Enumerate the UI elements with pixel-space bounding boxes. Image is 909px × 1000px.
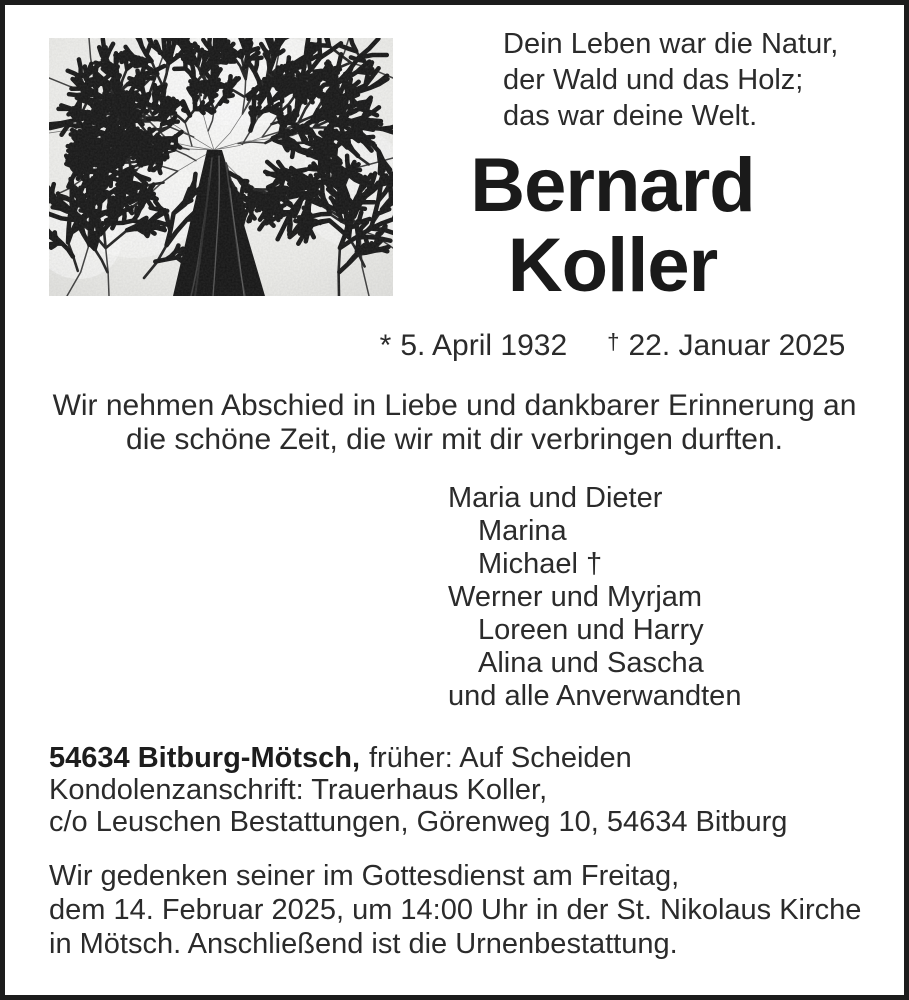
birth-date: * 5. April 1932 bbox=[379, 329, 568, 363]
former-address: früher: Auf Scheiden bbox=[369, 742, 632, 774]
deceased-first-name: Bernard bbox=[470, 143, 755, 228]
epigraph bbox=[503, 26, 838, 134]
epigraph-line: das war deine Welt. bbox=[503, 100, 758, 132]
mourner-line: Michael † bbox=[478, 548, 603, 580]
service-line: dem 14. Februar 2025, um 14:00 Uhr in der St. Nikolaus Kirche bbox=[49, 894, 862, 926]
mourners-list bbox=[448, 482, 741, 713]
mourner-line: und alle Anverwandten bbox=[448, 680, 742, 712]
epigraph-line: der Wald und das Holz; bbox=[503, 64, 804, 96]
dagger-symbol: † bbox=[607, 329, 620, 354]
deceased-name bbox=[365, 143, 860, 308]
deceased-last-name: Koller bbox=[507, 223, 718, 308]
life-dates bbox=[365, 329, 860, 363]
mourner-line: Loreen und Harry bbox=[478, 614, 704, 646]
address-block bbox=[49, 742, 787, 838]
farewell-line: die schöne Zeit, die wir mit dir verbringen durften. bbox=[126, 423, 783, 456]
address-line: Kondolenzanschrift: Trauerhaus Koller, bbox=[49, 774, 548, 806]
epigraph-line: Dein Leben war die Natur, bbox=[503, 28, 839, 60]
mourner-line: Maria und Dieter bbox=[448, 482, 663, 514]
tree-canopy-photo bbox=[49, 38, 393, 296]
farewell-text bbox=[0, 389, 909, 457]
mourner-line: Marina bbox=[478, 515, 567, 547]
service-info bbox=[49, 859, 861, 961]
service-line: in Mötsch. Anschließend ist die Urnenbestattung. bbox=[49, 928, 678, 960]
birth-symbol: * bbox=[379, 329, 392, 363]
farewell-line: Wir nehmen Abschied in Liebe und dankbarer Erinnerung an bbox=[52, 389, 857, 422]
mourner-line: Werner und Myrjam bbox=[448, 581, 703, 613]
address-line bbox=[49, 742, 787, 774]
locality: 54634 Bitburg-Mötsch, bbox=[49, 742, 360, 774]
service-line: Wir gedenken seiner im Gottesdienst am Freitag, bbox=[49, 860, 680, 892]
address-line: c/o Leuschen Bestattungen, Görenweg 10, 54634 Bitburg bbox=[49, 806, 788, 838]
death-date: † 22. Januar 2025 bbox=[607, 329, 846, 363]
mourner-line: Alina und Sascha bbox=[478, 647, 704, 679]
